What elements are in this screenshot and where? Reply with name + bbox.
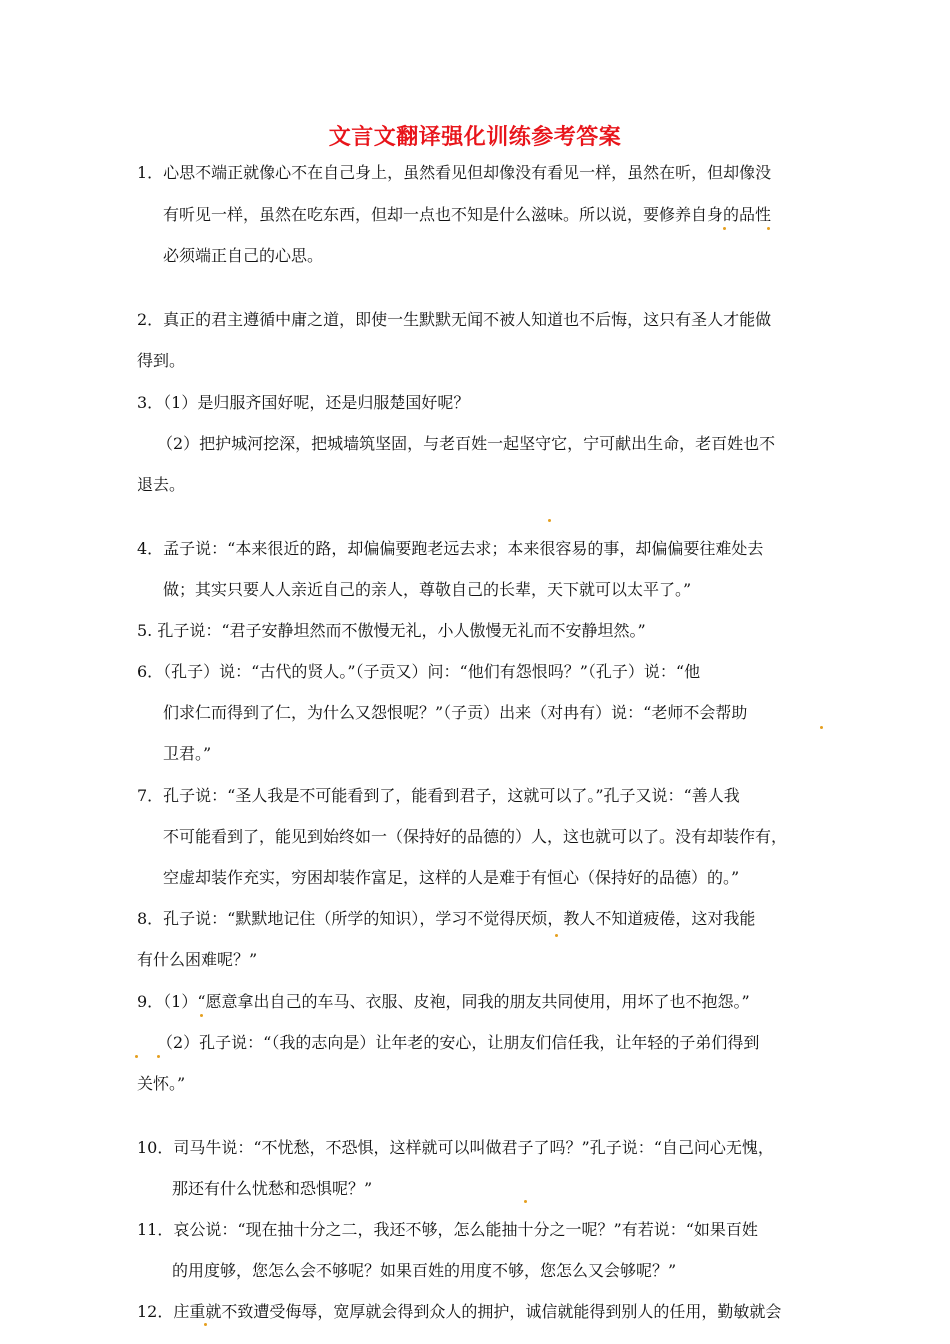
answer-line: 关怀。” (137, 1074, 186, 1093)
answer-line: （2）孔子说：“（我的志向是）让年老的安心，让朋友们信任我，让年轻的子弟们得到 (157, 1033, 760, 1052)
answer-line: 4．孟子说：“本来很近的路，却偏偏要跑老远去求；本来很容易的事，却偏偏要往难处去 (137, 539, 764, 558)
answer-line: 不可能看到了，能见到始终如一（保持好的品德的）人，这也就可以了。没有却装作有， (163, 827, 788, 846)
answer-line: 2．真正的君主遵循中庸之道，即使一生默默无闻不被人知道也不后悔，这只有圣人才能做 (137, 310, 772, 329)
answer-line: 有听见一样，虽然在吃东西，但却一点也不知是什么滋味。所以说，要修养自身的品性 (163, 205, 772, 224)
proofreading-dot (548, 519, 551, 522)
proofreading-dot (204, 1323, 207, 1326)
answer-line: 做；其实只要人人亲近自己的亲人，尊敬自己的长辈，天下就可以太平了。” (163, 580, 692, 599)
proofreading-dot (200, 1014, 203, 1017)
proofreading-dot (524, 1200, 527, 1203)
answer-line: 得到。 (137, 351, 186, 370)
answer-line: 5. 孔子说：“君子安静坦然而不傲慢无礼，小人傲慢无礼而不安静坦然。” (137, 621, 646, 640)
answer-line: 的用度够，您怎么会不够呢？如果百姓的用度不够，您怎么又会够呢？” (172, 1261, 677, 1280)
answer-line: 10．司马牛说：“不忧愁，不恐惧，这样就可以叫做君子了吗？”孔子说：“自己问心无愧， (137, 1138, 774, 1157)
proofreading-dot (135, 1055, 138, 1058)
answer-line: 6．（孔子）说：“古代的贤人。”（子贡又）问：“他们有怨恨吗？”（孔子）说：“他 (137, 662, 701, 681)
answer-line: 8．孔子说：“默默地记住（所学的知识），学习不觉得厌烦，教人不知道疲倦，这对我能 (137, 909, 756, 928)
answer-line: 7．孔子说：“圣人我是不可能看到了，能看到君子，这就可以了。”孔子又说：“善人我 (137, 786, 740, 805)
proofreading-dot (723, 227, 726, 230)
answer-line: 们求仁而得到了仁，为什么又怨恨呢？”（子贡）出来（对冉有）说：“老师不会帮助 (163, 703, 748, 722)
answer-line: 空虚却装作充实，穷困却装作富足，这样的人是难于有恒心（保持好的品德）的。” (163, 868, 740, 887)
proofreading-dot (157, 1055, 160, 1058)
answer-line: 退去。 (137, 475, 186, 494)
answer-line: 那还有什么忧愁和恐惧呢？” (172, 1179, 373, 1198)
answer-line: 9．（1）“愿意拿出自己的车马、衣服、皮袍，同我的朋友共同使用，用坏了也不抱怨。” (137, 992, 750, 1011)
answer-line: 卫君。” (163, 744, 212, 763)
proofreading-dot (820, 726, 823, 729)
document-title: 文言文翻译强化训练参考答案 (328, 125, 622, 150)
proofreading-dot (555, 934, 558, 937)
answer-line: 11．哀公说：“现在抽十分之二，我还不够，怎么能抽十分之一呢？”有若说：“如果百姓 (137, 1220, 758, 1239)
answer-line: 12．庄重就不致遭受侮辱，宽厚就会得到众人的拥护，诚信就能得到别人的任用，勤敏就会 (137, 1302, 782, 1321)
proofreading-dot (767, 227, 770, 230)
answer-line: 必须端正自己的心思。 (163, 246, 324, 265)
answer-line: 3．（1）是归服齐国好呢，还是归服楚国好呢？ (137, 393, 470, 412)
answer-line: 1．心思不端正就像心不在自己身上，虽然看见但却像没有看见一样，虽然在听，但却像没 (137, 163, 772, 182)
answer-line: （2）把护城河挖深，把城墙筑坚固，与老百姓一起坚守它，宁可献出生命，老百姓也不 (157, 434, 776, 453)
answer-line: 有什么困难呢？” (137, 950, 258, 969)
